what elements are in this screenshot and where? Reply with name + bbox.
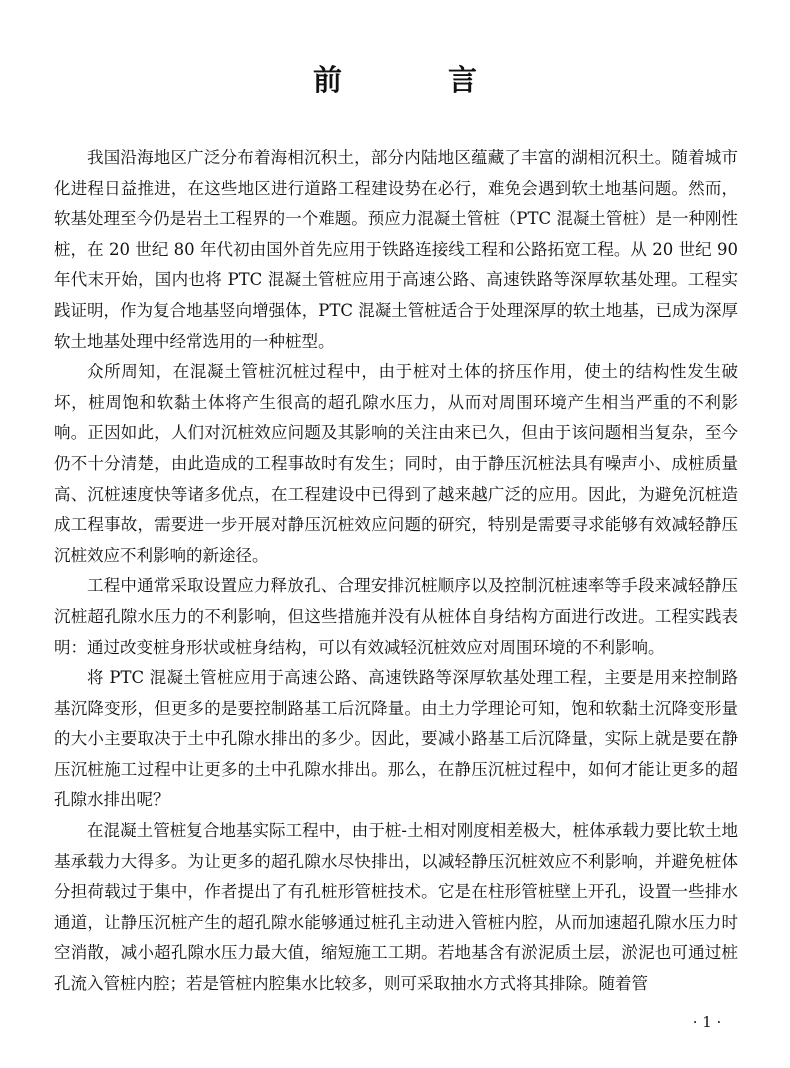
- paragraph-3: 工程中通常采取设置应力释放孔、合理安排沉桩顺序以及控制沉桩速率等手段来减轻静压沉桩超孔隙水压力的不利影响，但这些措施并没有从桩体自身结构方面进行改进。工程实践表明：通过改变桩身形状或桩身结构，可以有效减轻沉桩效应对周围环境的不利影响。: [54, 576, 738, 657]
- paragraph-4: 将 PTC 混凝土管桩应用于高速公路、高速铁路等深厚软基处理工程，主要是用来控制路基沉降变形，但更多的是要控制路基工后沉降量。由土力学理论可知，饱和软黏土沉降变形量的大小主要取决于土中孔隙水排出的多少。因此，要减小路基工后沉降量，实际上就是要在静压沉桩施工过程中让更多的土中孔隙水排出。那么，在静压沉桩过程中，如何才能让更多的超孔隙水排出呢？: [54, 668, 738, 810]
- page-title: 前 言: [312, 63, 526, 97]
- paragraph-2: 众所周知，在混凝土管桩沉桩过程中，由于桩对土体的挤压作用，使土的结构性发生破坏，桩周饱和软黏土体将产生很高的超孔隙水压力，从而对周围环境产生相当严重的不利影响。正因如此，人们对沉桩效应问题及其影响的关注由来已久，但由于该问题相当复杂，至今仍不十分清楚，由此造成的工程事故时有发生；同时，由于静压沉桩法具有噪声小、成桩质量高、沉桩速度快等诸多优点，在工程建设中已得到了越来越广泛的应用。因此，为避免沉桩造成工程事故，需要进一步开展对静压沉桩效应问题的研究，特别是需要寻求能够有效减轻静压沉桩效应不利影响的新途径。: [54, 362, 738, 565]
- page-number: · 1 ·: [692, 1013, 722, 1031]
- paragraph-1: 我国沿海地区广泛分布着海相沉积土，部分内陆地区蕴藏了丰富的湖相沉积土。随着城市化进程日益推进，在这些地区进行道路工程建设势在必行，难免会遇到软土地基问题。然而，软基处理至今仍是岩土工程界的一个难题。预应力混凝土管桩（PTC 混凝土管桩）是一种刚性桩，在 20 世纪 80 年代初由国外首先应用于铁路连接线工程和公路拓宽工程。从 20 世纪 90 年代末开始，国内也将 PTC 混凝土管桩应用于高速公路、高速铁路等深厚软基处理。工程实践证明，作为复合地基竖向增强体，PTC 混凝土管桩适合于处理深厚的软土地基，已成为深厚软土地基处理中经常选用的一种桩型。: [54, 148, 738, 351]
- body-text: [54, 143, 738, 1000]
- paragraph-5: 在混凝土管桩复合地基实际工程中，由于桩-土相对刚度相差极大，桩体承载力要比软土地基承载力大得多。为让更多的超孔隙水尽快排出，以减轻静压沉桩效应不利影响，并避免桩体分担荷载过于集中，作者提出了有孔桩形管桩技术。它是在柱形管桩壁上开孔，设置一些排水通道，让静压沉桩产生的超孔隙水能够通过桩孔主动进入管桩内腔，从而加速超孔隙水压力时空消散，减小超孔隙水压力最大值，缩短施工工期。若地基含有淤泥质土层，淤泥也可通过桩孔流入管桩内腔；若是管桩内腔集水比较多，则可采取抽水方式将其排除。随着管: [54, 821, 738, 994]
